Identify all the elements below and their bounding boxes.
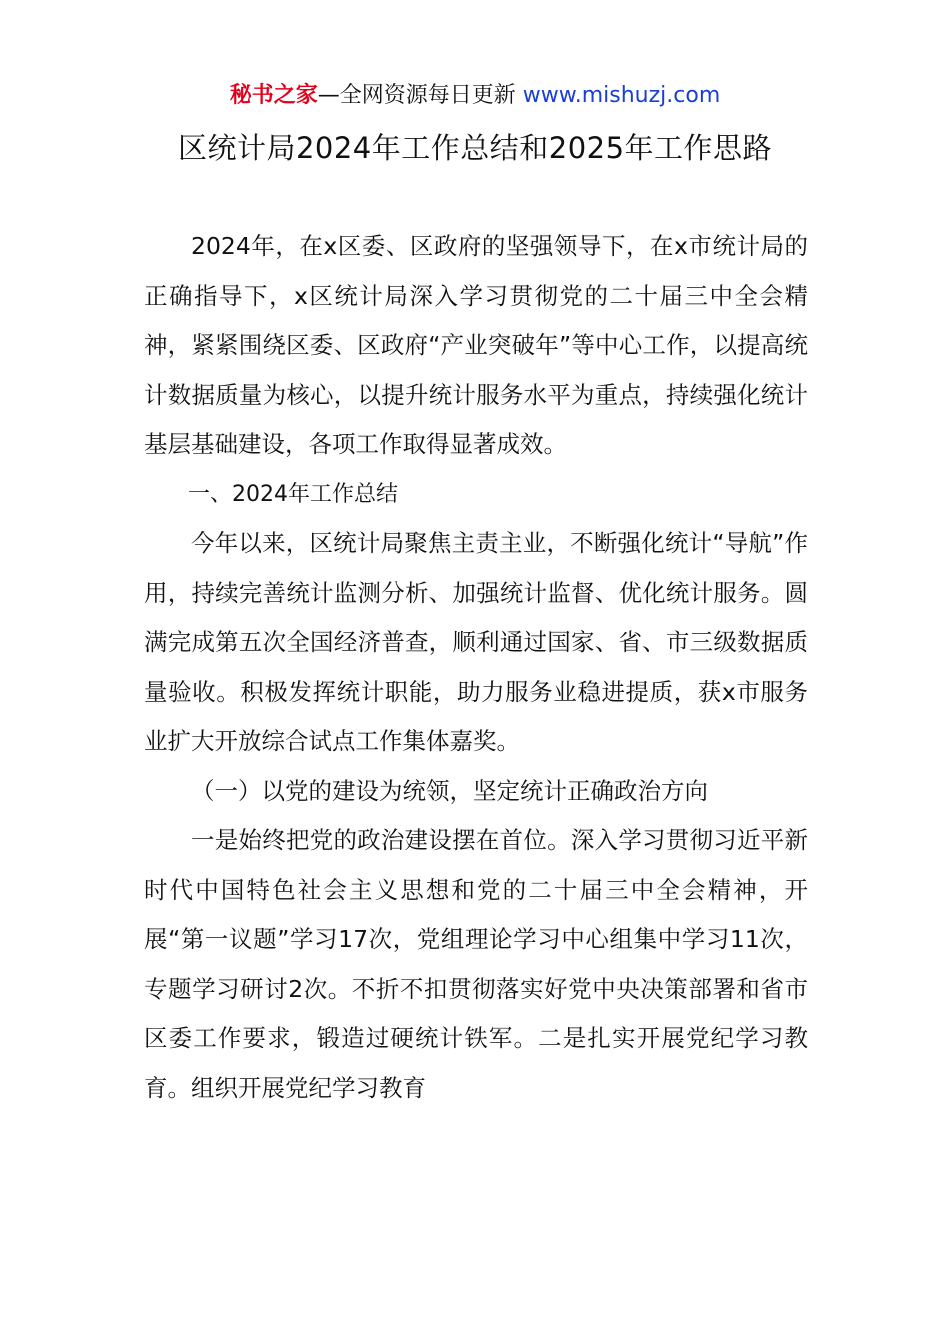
party-building-paragraph: 一是始终把党的政治建设摆在首位。深入学习贯彻习近平新时代中国特色社会主义思想和党的二十届三中全会精神，开展“第一议题”学习17次，党组理论学习中心组集中学习11次，专题学习研讨2次。不折不扣贯彻落实好党中央决策部署和省市区委工作要求，锻造过硬统计铁军。二是扎实开展党纪学习教育。组织开展党纪学习教育 xyxy=(144,826,808,1102)
section-heading-1: 一、2024年工作总结 xyxy=(188,481,398,507)
header-tagline: —全网资源每日更新 xyxy=(317,83,523,108)
brand-name: 秘书之家 xyxy=(229,83,318,108)
subsection-heading-1: （一）以党的建设为统领，坚定统计正确政治方向 xyxy=(191,776,708,805)
document-body xyxy=(144,222,808,1113)
site-header xyxy=(0,80,950,112)
document-title: 区统计局2024年工作总结和2025年工作思路 xyxy=(177,131,773,165)
intro-paragraph: 2024年，在x区委、区政府的坚强领导下，在x市统计局的正确指导下，x区统计局深入学习贯彻党的二十届三中全会精神，紧紧围绕区委、区政府“产业突破年”等中心工作，以提高统计数据质量为核心，以提升统计服务水平为重点，持续强化统计基层基础建设，各项工作取得显著成效。 xyxy=(144,232,808,458)
site-url-link[interactable]: www.mishuzj.com xyxy=(522,83,721,108)
summary-paragraph: 今年以来，区统计局聚焦主责主业，不断强化统计“导航”作用，持续完善统计监测分析、加强统计监督、优化统计服务。圆满完成第五次全国经济普查，顺利通过国家、省、市三级数据质量验收。积极发挥统计职能，助力服务业稳进提质，获x市服务业扩大开放综合试点工作集体嘉奖。 xyxy=(144,529,808,755)
